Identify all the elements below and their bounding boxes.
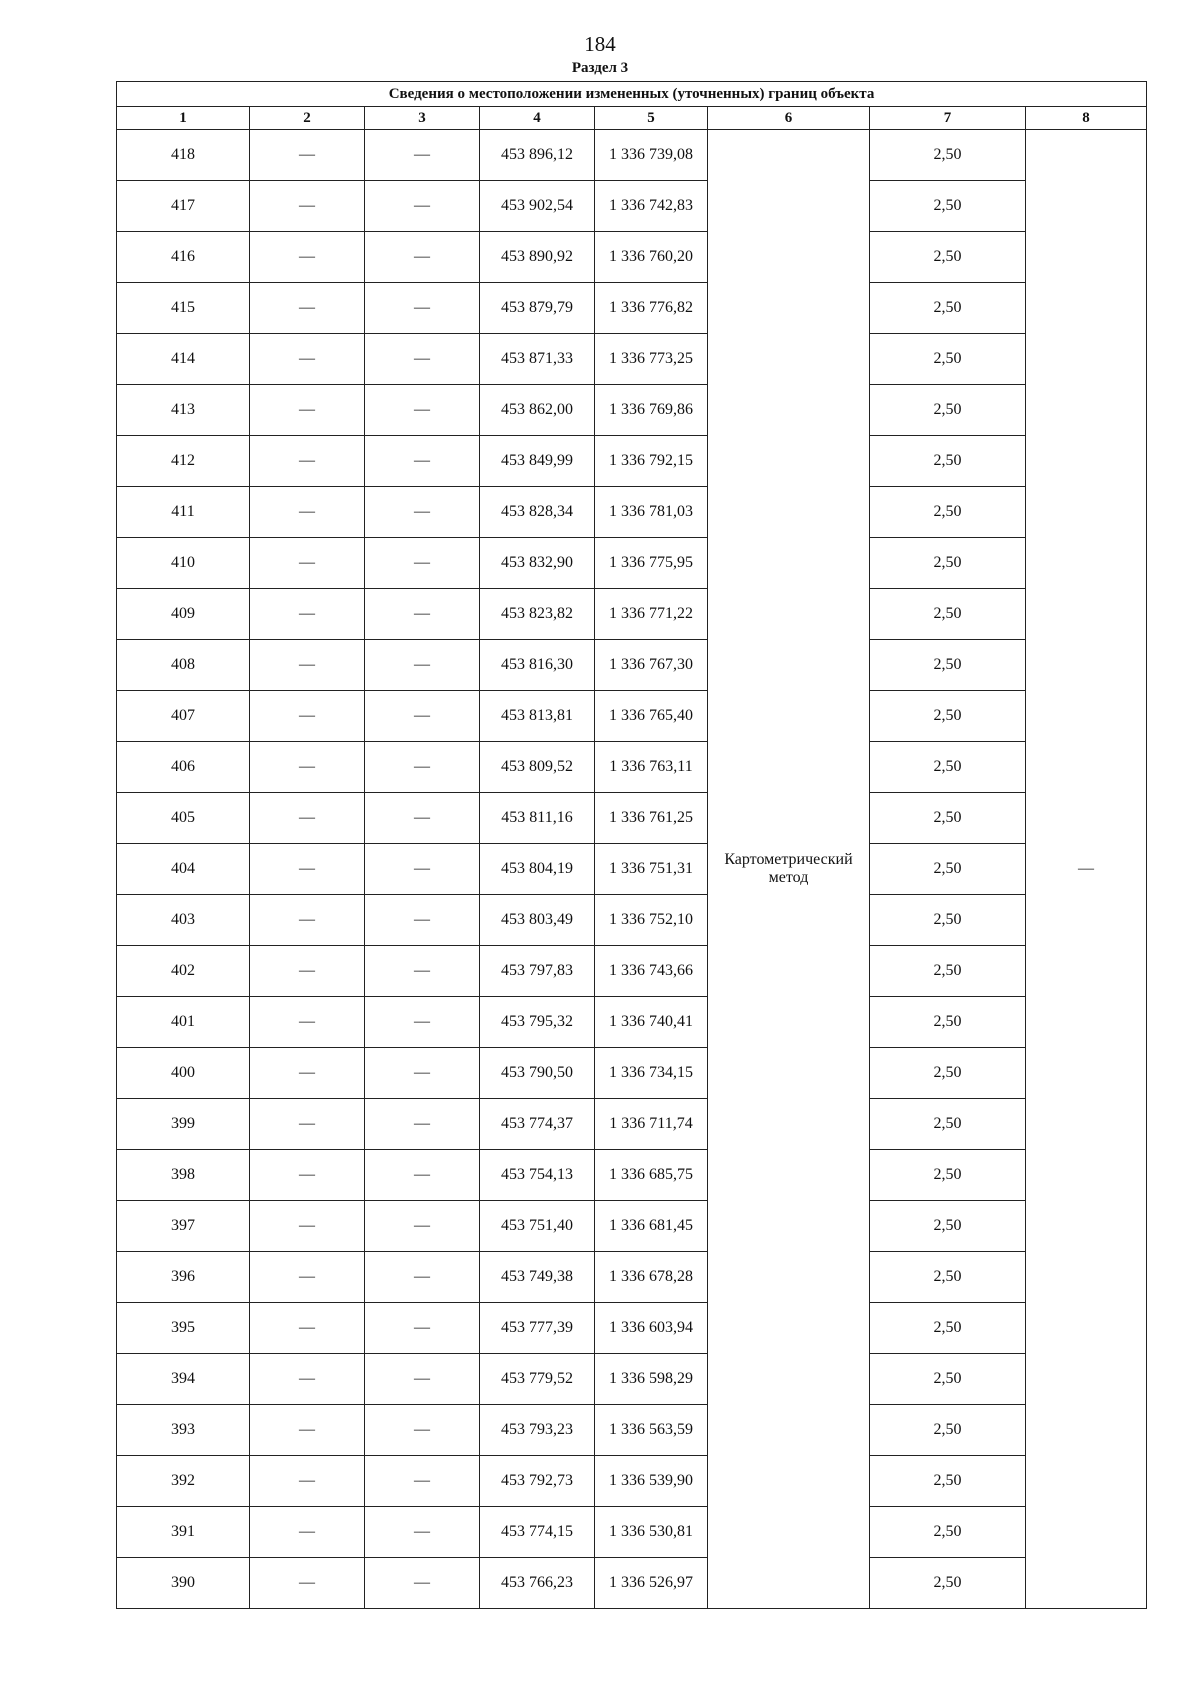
table-row [117, 1354, 1147, 1405]
column-2-cell: — [250, 232, 365, 283]
x-coordinate-cell: 453 795,32 [480, 997, 595, 1048]
x-coordinate-cell: 453 790,50 [480, 1048, 595, 1099]
column-3-cell: — [365, 1048, 480, 1099]
column-3-cell: — [365, 640, 480, 691]
x-coordinate-cell: 453 779,52 [480, 1354, 595, 1405]
x-coordinate-cell: 453 871,33 [480, 334, 595, 385]
x-coordinate-cell: 453 862,00 [480, 385, 595, 436]
point-number-cell: 397 [117, 1201, 250, 1252]
x-coordinate-cell: 453 813,81 [480, 691, 595, 742]
x-coordinate-cell: 453 751,40 [480, 1201, 595, 1252]
precision-cell: 2,50 [870, 1354, 1026, 1405]
column-3-cell: — [365, 1558, 480, 1609]
precision-cell: 2,50 [870, 946, 1026, 997]
y-coordinate-cell: 1 336 775,95 [595, 538, 708, 589]
column-2-cell: — [250, 1048, 365, 1099]
table-row [117, 487, 1147, 538]
point-number-cell: 402 [117, 946, 250, 997]
column-3-cell: — [365, 997, 480, 1048]
column-2-cell: — [250, 793, 365, 844]
column-3-cell: — [365, 487, 480, 538]
precision-cell: 2,50 [870, 742, 1026, 793]
column-2-cell: — [250, 436, 365, 487]
y-coordinate-cell: 1 336 792,15 [595, 436, 708, 487]
x-coordinate-cell: 453 902,54 [480, 181, 595, 232]
point-number-cell: 390 [117, 1558, 250, 1609]
method-cell: Картометрический метод [708, 130, 870, 1609]
precision-cell: 2,50 [870, 1252, 1026, 1303]
precision-cell: 2,50 [870, 589, 1026, 640]
x-coordinate-cell: 453 816,30 [480, 640, 595, 691]
y-coordinate-cell: 1 336 781,03 [595, 487, 708, 538]
table-row [117, 1201, 1147, 1252]
precision-cell: 2,50 [870, 997, 1026, 1048]
column-2-cell: — [250, 1303, 365, 1354]
point-number-cell: 406 [117, 742, 250, 793]
column-2-cell: — [250, 895, 365, 946]
x-coordinate-cell: 453 896,12 [480, 130, 595, 181]
point-number-cell: 413 [117, 385, 250, 436]
point-number-cell: 408 [117, 640, 250, 691]
precision-cell: 2,50 [870, 1048, 1026, 1099]
table-row [117, 1507, 1147, 1558]
column-3-cell: — [365, 334, 480, 385]
x-coordinate-cell: 453 774,15 [480, 1507, 595, 1558]
y-coordinate-cell: 1 336 734,15 [595, 1048, 708, 1099]
column-2-cell: — [250, 181, 365, 232]
table-row [117, 385, 1147, 436]
y-coordinate-cell: 1 336 767,30 [595, 640, 708, 691]
column-3-cell: — [365, 436, 480, 487]
y-coordinate-cell: 1 336 598,29 [595, 1354, 708, 1405]
column-2-cell: — [250, 1099, 365, 1150]
point-number-cell: 404 [117, 844, 250, 895]
table-row [117, 436, 1147, 487]
y-coordinate-cell: 1 336 752,10 [595, 895, 708, 946]
point-number-cell: 399 [117, 1099, 250, 1150]
y-coordinate-cell: 1 336 681,45 [595, 1201, 708, 1252]
boundary-coordinates-table [116, 81, 1147, 1609]
table-row [117, 1303, 1147, 1354]
precision-cell: 2,50 [870, 436, 1026, 487]
column-number-header: 2 [250, 107, 365, 130]
x-coordinate-cell: 453 777,39 [480, 1303, 595, 1354]
y-coordinate-cell: 1 336 742,83 [595, 181, 708, 232]
column-3-cell: — [365, 1354, 480, 1405]
column-3-cell: — [365, 1150, 480, 1201]
column-3-cell: — [365, 283, 480, 334]
point-number-cell: 400 [117, 1048, 250, 1099]
precision-cell: 2,50 [870, 1150, 1026, 1201]
page-number: 184 [584, 32, 616, 56]
y-coordinate-cell: 1 336 769,86 [595, 385, 708, 436]
column-2-cell: — [250, 1354, 365, 1405]
point-number-cell: 393 [117, 1405, 250, 1456]
precision-cell: 2,50 [870, 1456, 1026, 1507]
column-2-cell: — [250, 1507, 365, 1558]
x-coordinate-cell: 453 809,52 [480, 742, 595, 793]
point-number-cell: 398 [117, 1150, 250, 1201]
point-number-cell: 412 [117, 436, 250, 487]
column-3-cell: — [365, 181, 480, 232]
column-2-cell: — [250, 844, 365, 895]
precision-cell: 2,50 [870, 1558, 1026, 1609]
column-2-cell: — [250, 997, 365, 1048]
column-3-cell: — [365, 538, 480, 589]
y-coordinate-cell: 1 336 771,22 [595, 589, 708, 640]
column-3-cell: — [365, 742, 480, 793]
column-3-cell: — [365, 1252, 480, 1303]
point-number-cell: 396 [117, 1252, 250, 1303]
table-row [117, 742, 1147, 793]
y-coordinate-cell: 1 336 761,25 [595, 793, 708, 844]
point-number-cell: 407 [117, 691, 250, 742]
column-number-header: 5 [595, 107, 708, 130]
table-row [117, 793, 1147, 844]
column-3-cell: — [365, 895, 480, 946]
column-number-header: 7 [870, 107, 1026, 130]
point-number-cell: 395 [117, 1303, 250, 1354]
column-2-cell: — [250, 538, 365, 589]
point-number-cell: 415 [117, 283, 250, 334]
precision-cell: 2,50 [870, 895, 1026, 946]
column-3-cell: — [365, 232, 480, 283]
point-number-cell: 394 [117, 1354, 250, 1405]
table-row [117, 844, 1147, 895]
section-title: Раздел 3 [571, 60, 629, 76]
point-number-cell: 414 [117, 334, 250, 385]
table-caption: Сведения о местоположении измененных (уточненных) границ объекта [117, 82, 1147, 107]
precision-cell: 2,50 [870, 487, 1026, 538]
precision-cell: 2,50 [870, 1303, 1026, 1354]
precision-cell: 2,50 [870, 691, 1026, 742]
column-number-header: 8 [1026, 107, 1147, 130]
column-2-cell: — [250, 640, 365, 691]
point-number-cell: 391 [117, 1507, 250, 1558]
column-3-cell: — [365, 1456, 480, 1507]
column-2-cell: — [250, 1456, 365, 1507]
precision-cell: 2,50 [870, 181, 1026, 232]
column-3-cell: — [365, 844, 480, 895]
y-coordinate-cell: 1 336 760,20 [595, 232, 708, 283]
y-coordinate-cell: 1 336 751,31 [595, 844, 708, 895]
column-2-cell: — [250, 691, 365, 742]
table-row [117, 895, 1147, 946]
column-2-cell: — [250, 946, 365, 997]
table-row [117, 640, 1147, 691]
column-2-cell: — [250, 283, 365, 334]
column-3-cell: — [365, 385, 480, 436]
table-row [117, 691, 1147, 742]
point-number-cell: 417 [117, 181, 250, 232]
column-3-cell: — [365, 1405, 480, 1456]
table-row [117, 1048, 1147, 1099]
precision-cell: 2,50 [870, 1099, 1026, 1150]
x-coordinate-cell: 453 754,13 [480, 1150, 595, 1201]
y-coordinate-cell: 1 336 563,59 [595, 1405, 708, 1456]
y-coordinate-cell: 1 336 539,90 [595, 1456, 708, 1507]
column-2-cell: — [250, 1201, 365, 1252]
precision-cell: 2,50 [870, 844, 1026, 895]
table-row [117, 1558, 1147, 1609]
x-coordinate-cell: 453 793,23 [480, 1405, 595, 1456]
precision-cell: 2,50 [870, 232, 1026, 283]
precision-cell: 2,50 [870, 130, 1026, 181]
x-coordinate-cell: 453 766,23 [480, 1558, 595, 1609]
table-row [117, 1099, 1147, 1150]
y-coordinate-cell: 1 336 765,40 [595, 691, 708, 742]
column-2-cell: — [250, 385, 365, 436]
table-row [117, 232, 1147, 283]
y-coordinate-cell: 1 336 526,97 [595, 1558, 708, 1609]
table-row [117, 283, 1147, 334]
column-number-header: 6 [708, 107, 870, 130]
precision-cell: 2,50 [870, 640, 1026, 691]
column-3-cell: — [365, 1201, 480, 1252]
y-coordinate-cell: 1 336 773,25 [595, 334, 708, 385]
column-3-cell: — [365, 1303, 480, 1354]
column-3-cell: — [365, 691, 480, 742]
column-3-cell: — [365, 589, 480, 640]
y-coordinate-cell: 1 336 740,41 [595, 997, 708, 1048]
table-row [117, 1405, 1147, 1456]
y-coordinate-cell: 1 336 763,11 [595, 742, 708, 793]
x-coordinate-cell: 453 803,49 [480, 895, 595, 946]
point-number-cell: 405 [117, 793, 250, 844]
precision-cell: 2,50 [870, 334, 1026, 385]
x-coordinate-cell: 453 832,90 [480, 538, 595, 589]
point-number-cell: 403 [117, 895, 250, 946]
x-coordinate-cell: 453 797,83 [480, 946, 595, 997]
table-row [117, 1456, 1147, 1507]
y-coordinate-cell: 1 336 743,66 [595, 946, 708, 997]
y-coordinate-cell: 1 336 678,28 [595, 1252, 708, 1303]
y-coordinate-cell: 1 336 685,75 [595, 1150, 708, 1201]
column-number-header: 3 [365, 107, 480, 130]
table-row [117, 130, 1147, 181]
column-3-cell: — [365, 130, 480, 181]
point-number-cell: 401 [117, 997, 250, 1048]
column-2-cell: — [250, 589, 365, 640]
y-coordinate-cell: 1 336 603,94 [595, 1303, 708, 1354]
table-row [117, 946, 1147, 997]
column-2-cell: — [250, 742, 365, 793]
table-row [117, 538, 1147, 589]
x-coordinate-cell: 453 804,19 [480, 844, 595, 895]
precision-cell: 2,50 [870, 1507, 1026, 1558]
column-2-cell: — [250, 130, 365, 181]
point-number-cell: 392 [117, 1456, 250, 1507]
point-number-cell: 418 [117, 130, 250, 181]
x-coordinate-cell: 453 823,82 [480, 589, 595, 640]
column-2-cell: — [250, 1252, 365, 1303]
point-number-cell: 411 [117, 487, 250, 538]
x-coordinate-cell: 453 879,79 [480, 283, 595, 334]
column-number-header: 4 [480, 107, 595, 130]
precision-cell: 2,50 [870, 538, 1026, 589]
column-3-cell: — [365, 1507, 480, 1558]
table-row [117, 334, 1147, 385]
column-3-cell: — [365, 1099, 480, 1150]
column-number-header: 1 [117, 107, 250, 130]
table-row [117, 589, 1147, 640]
point-number-cell: 416 [117, 232, 250, 283]
y-coordinate-cell: 1 336 711,74 [595, 1099, 708, 1150]
point-number-cell: 410 [117, 538, 250, 589]
table-row [117, 181, 1147, 232]
column-2-cell: — [250, 334, 365, 385]
x-coordinate-cell: 453 774,37 [480, 1099, 595, 1150]
column-2-cell: — [250, 1150, 365, 1201]
precision-cell: 2,50 [870, 1201, 1026, 1252]
x-coordinate-cell: 453 792,73 [480, 1456, 595, 1507]
y-coordinate-cell: 1 336 739,08 [595, 130, 708, 181]
x-coordinate-cell: 453 849,99 [480, 436, 595, 487]
x-coordinate-cell: 453 811,16 [480, 793, 595, 844]
column-2-cell: — [250, 487, 365, 538]
column-2-cell: — [250, 1405, 365, 1456]
table-row [117, 1150, 1147, 1201]
precision-cell: 2,50 [870, 385, 1026, 436]
precision-cell: 2,50 [870, 1405, 1026, 1456]
y-coordinate-cell: 1 336 530,81 [595, 1507, 708, 1558]
y-coordinate-cell: 1 336 776,82 [595, 283, 708, 334]
column-8-cell: — [1026, 130, 1147, 1609]
table-row [117, 997, 1147, 1048]
point-number-cell: 409 [117, 589, 250, 640]
precision-cell: 2,50 [870, 793, 1026, 844]
x-coordinate-cell: 453 749,38 [480, 1252, 595, 1303]
column-3-cell: — [365, 946, 480, 997]
table-row [117, 1252, 1147, 1303]
column-2-cell: — [250, 1558, 365, 1609]
precision-cell: 2,50 [870, 283, 1026, 334]
column-3-cell: — [365, 793, 480, 844]
x-coordinate-cell: 453 890,92 [480, 232, 595, 283]
x-coordinate-cell: 453 828,34 [480, 487, 595, 538]
